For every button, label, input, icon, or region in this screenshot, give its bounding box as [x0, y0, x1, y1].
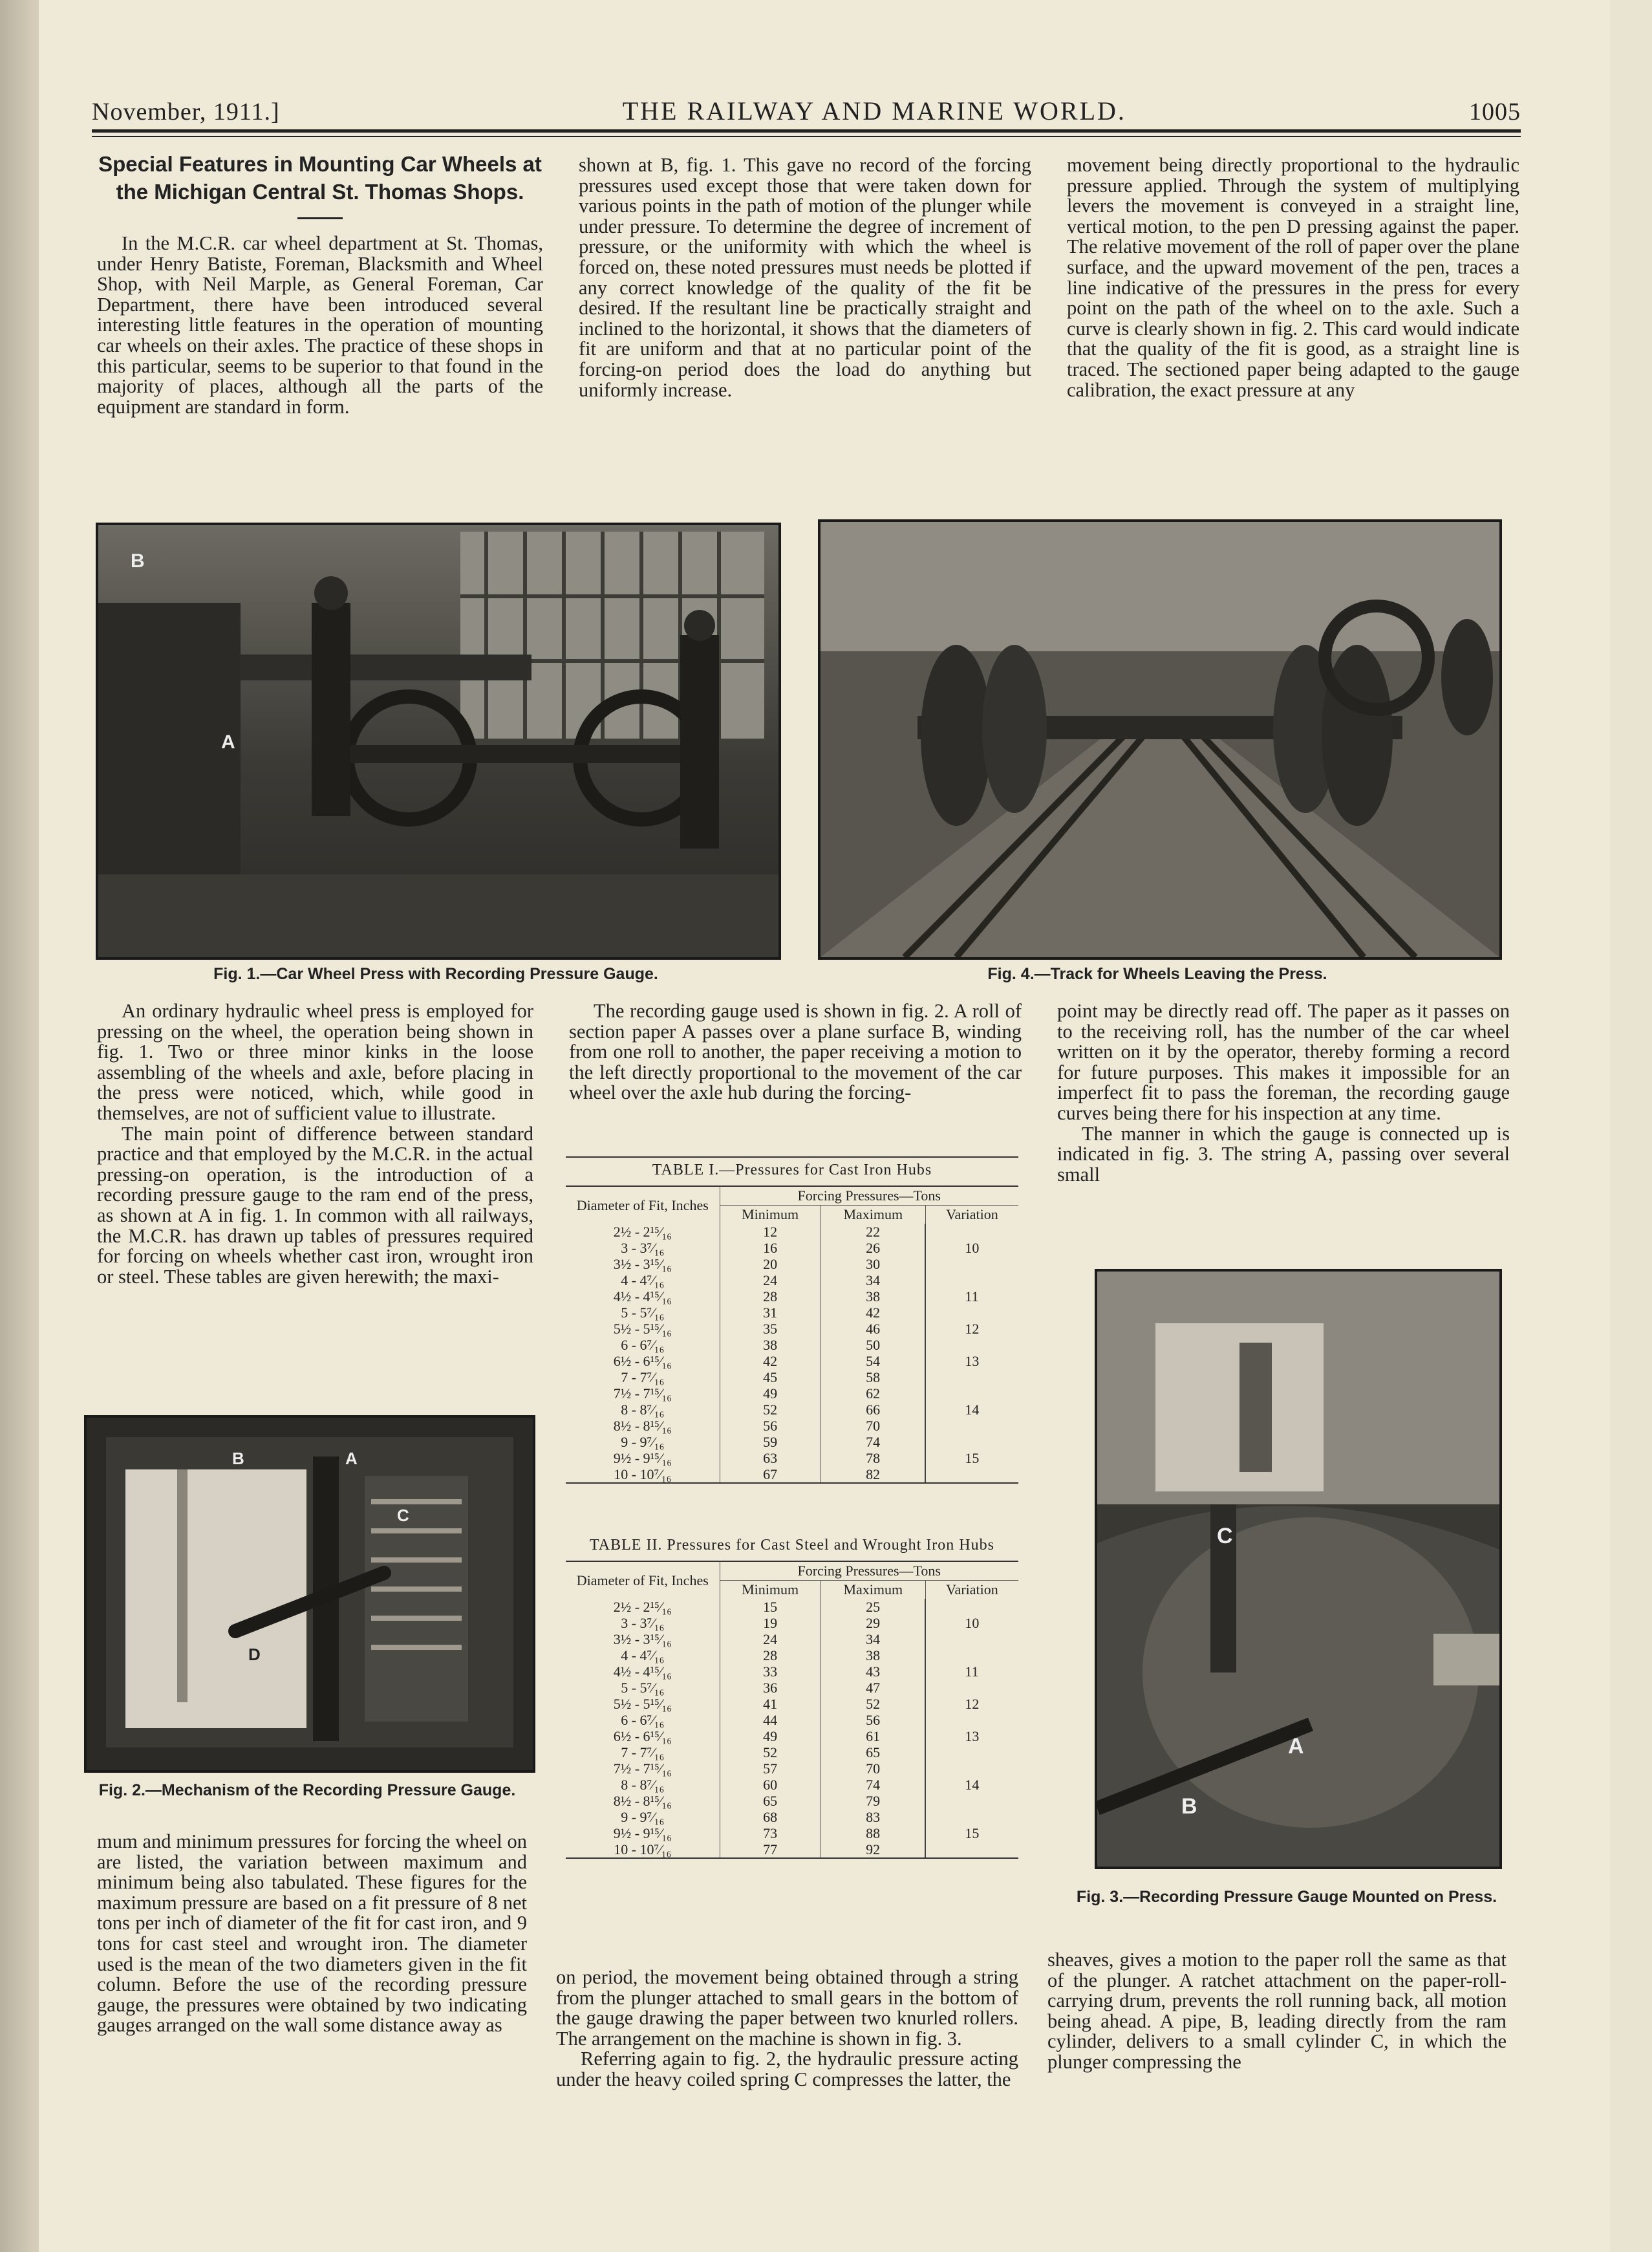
cell-minimum: 35: [720, 1321, 821, 1337]
cell-minimum: 42: [720, 1353, 821, 1369]
table-row: [566, 1744, 1018, 1760]
cell-diameter: 8½ - 8¹⁵⁄₁₆: [566, 1418, 720, 1434]
journal-title: THE RAILWAY AND MARINE WORLD.: [622, 96, 1126, 125]
cell-diameter: 3 - 3⁷⁄₁₆: [566, 1240, 720, 1256]
cell-diameter: 7 - 7⁷⁄₁₆: [566, 1369, 720, 1385]
table-row: [566, 1288, 1018, 1305]
cell-diameter: 5½ - 5¹⁵⁄₁₆: [566, 1321, 720, 1337]
fig1-label-a: A: [221, 731, 235, 753]
table-row: [566, 1369, 1018, 1385]
table-row: [566, 1272, 1018, 1288]
paragraph: An ordinary hydraulic wheel press is employed for pressing on the wheel, the operation being shown in fig. 1. Two or three minor kinks in the loose assembling of the wheels and axle, before placing in the press were noticed, which, while good in themselves, are not of sufficient value to illustrate.: [97, 1000, 533, 1124]
cell-maximum: 38: [866, 1288, 881, 1305]
cell-variation: 10: [925, 1615, 1018, 1631]
paragraph: The main point of difference between standard practice and that employed by the M.C.R. in the actual pressing-on operation, is the introduction of a recording pressure gauge to the ram end of the press, as shown at A in fig. 1. In common with all railways, the M.C.R. has drawn up tables of pressures required for forcing on wheels whether cast iron, wrought iron or steel. These tables are given herewith; the maxi-: [97, 1122, 533, 1288]
cell-maximum: 38: [866, 1647, 881, 1663]
paragraph: on period, the movement being obtained through a string from the plunger attached to small gears in the bottom of the gauge drawing the paper between two knurled rollers. The arrangement on the machine is shown in fig. 3.: [556, 1966, 1018, 2050]
cell-variation: [925, 1418, 1018, 1434]
table-row: [566, 1240, 1018, 1256]
headline-rule: [297, 217, 343, 219]
cell-diameter: 5 - 5⁷⁄₁₆: [566, 1680, 720, 1696]
paragraph: The recording gauge used is shown in fig. 2. A roll of section paper A passes over a plane surface B, winding from one roll to another, the paper receiving a motion to the left directly proportional to the movement of the car wheel over the axle hub during the forcing-: [569, 1000, 1022, 1104]
cell-diameter: 3½ - 3¹⁵⁄₁₆: [566, 1631, 720, 1647]
cell-variation: [925, 1305, 1018, 1321]
cell-minimum: 12: [720, 1224, 821, 1240]
cell-variation: 12: [925, 1696, 1018, 1712]
cell-minimum: 31: [720, 1305, 821, 1321]
column-2-top: [579, 155, 1031, 400]
cell-maximum: 61: [866, 1728, 881, 1744]
table-row: [566, 1224, 1018, 1240]
cell-variation: [925, 1744, 1018, 1760]
table-row: [566, 1466, 1018, 1482]
cell-minimum: 38: [720, 1337, 821, 1353]
cell-diameter: 4 - 4⁷⁄₁₆: [566, 1272, 720, 1288]
fig2-label-d: D: [248, 1645, 261, 1664]
table-row: [566, 1615, 1018, 1631]
header-rule: [92, 129, 1521, 133]
cell-diameter: 5 - 5⁷⁄₁₆: [566, 1305, 720, 1321]
cell-maximum: 66: [866, 1402, 881, 1418]
table-row: [566, 1777, 1018, 1793]
paragraph: sheaves, gives a motion to the paper roll the same as that of the plunger. A ratchet attachment on the paper-roll-carrying drum, prevents the roll running back, all motion being ahead. A pipe, B, leading directly from the ram cylinder, delivers to a small cylinder C, in which the plunger compressing the: [1047, 1949, 1507, 2073]
col-header-diameter: Diameter of Fit, Inches: [566, 1187, 720, 1224]
cell-diameter: 9 - 9⁷⁄₁₆: [566, 1434, 720, 1450]
cell-maximum: 74: [866, 1777, 881, 1793]
fig2-photo: [84, 1415, 535, 1773]
col-header-forcing: Forcing Pressures—Tons: [797, 1187, 941, 1204]
col-header-variation: Variation: [925, 1581, 1018, 1599]
cell-variation: [925, 1680, 1018, 1696]
header-rule-thin: [92, 136, 1521, 137]
cell-maximum: 34: [866, 1272, 881, 1288]
table-row: [566, 1321, 1018, 1337]
fig2-label-b: B: [232, 1449, 244, 1468]
column-1-middle: [97, 1001, 533, 1287]
cell-minimum: 60: [720, 1777, 821, 1793]
table-row: [566, 1402, 1018, 1418]
cell-maximum: 62: [866, 1385, 881, 1402]
cell-diameter: 7 - 7⁷⁄₁₆: [566, 1744, 720, 1760]
cell-diameter: 9½ - 9¹⁵⁄₁₆: [566, 1450, 720, 1466]
cell-maximum: 29: [866, 1615, 881, 1631]
cell-maximum: 52: [866, 1696, 881, 1712]
cell-minimum: 49: [720, 1728, 821, 1744]
cell-variation: 11: [925, 1288, 1018, 1305]
cell-minimum: 52: [720, 1744, 821, 1760]
cell-maximum: 25: [866, 1599, 881, 1615]
table-row: [566, 1256, 1018, 1272]
cell-maximum: 65: [866, 1744, 881, 1760]
fig3-label-c: C: [1217, 1524, 1233, 1548]
col-header-max: Maximum: [821, 1206, 925, 1224]
cell-diameter: 2½ - 2¹⁵⁄₁₆: [566, 1224, 720, 1240]
cell-variation: [925, 1272, 1018, 1288]
issue-date: November, 1911.]: [92, 98, 280, 125]
fig2-label-c: C: [397, 1506, 409, 1525]
paragraph: movement being directly proportional to the hydraulic pressure applied. Through the system of multiplying levers the movement is conveyed in a straight line, vertical motion, to the pen D pressing against the paper. The relative movement of the roll of paper over the plane surface, and the upward movement of the pen, traces a line indicative of the pressures in the press for every point on the path of the wheel on to the axle. Such a curve is clearly shown in fig. 2. This card would indicate that the quality of the fit is good, as a straight line is traced. The sectioned paper being adapted to the gauge calibration, the exact pressure at any: [1067, 154, 1519, 401]
cell-minimum: 16: [720, 1240, 821, 1256]
fig4-photo: [818, 519, 1502, 960]
cell-maximum: 22: [866, 1224, 881, 1240]
cell-variation: [925, 1256, 1018, 1272]
table-1: [566, 1156, 1018, 1484]
col-header-variation: Variation: [925, 1206, 1018, 1224]
cell-minimum: 20: [720, 1256, 821, 1272]
cell-minimum: 59: [720, 1434, 821, 1450]
col-header-max: Maximum: [821, 1581, 925, 1599]
cell-variation: [925, 1809, 1018, 1825]
table-1-grid: [566, 1187, 1018, 1482]
table-row: [566, 1841, 1018, 1857]
cell-diameter: 8½ - 8¹⁵⁄₁₆: [566, 1793, 720, 1809]
cell-diameter: 4 - 4⁷⁄₁₆: [566, 1647, 720, 1663]
cell-maximum: 46: [866, 1321, 881, 1337]
table-row: [566, 1385, 1018, 1402]
cell-variation: 13: [925, 1728, 1018, 1744]
cell-maximum: 54: [866, 1353, 881, 1369]
fig3-photo: [1095, 1269, 1502, 1869]
cell-minimum: 28: [720, 1288, 821, 1305]
table-row: [566, 1825, 1018, 1841]
fig1-caption: Fig. 1.—Car Wheel Press with Recording Pressure Gauge.: [213, 965, 658, 983]
cell-variation: 12: [925, 1321, 1018, 1337]
cell-maximum: 56: [866, 1712, 881, 1728]
cell-diameter: 6½ - 6¹⁵⁄₁₆: [566, 1728, 720, 1744]
cell-minimum: 56: [720, 1418, 821, 1434]
cell-minimum: 28: [720, 1647, 821, 1663]
cell-variation: [925, 1385, 1018, 1402]
fig1-label-b: B: [131, 550, 145, 572]
gauge-mechanism-image: [87, 1418, 533, 1770]
cell-variation: [925, 1337, 1018, 1353]
car-wheel-press-image: [98, 525, 778, 957]
column-3-bottom: [1047, 1950, 1507, 2073]
column-2-bottom: [556, 1967, 1018, 2090]
fig2-caption: Fig. 2.—Mechanism of the Recording Pressure Gauge.: [98, 1781, 516, 1799]
cell-diameter: 6½ - 6¹⁵⁄₁₆: [566, 1353, 720, 1369]
binding-gutter: [0, 0, 39, 2252]
cell-diameter: 4½ - 4¹⁵⁄₁₆: [566, 1288, 720, 1305]
paragraph: shown at B, fig. 1. This gave no record of the forcing pressures used except those that were taken down for various points in the path of motion of the plunger while under pressure. To determine the degree of increment of pressure, or the uniformity with which the wheel is forced on, these noted pressures must needs be plotted if any correct knowledge of the quality of the fit be desired. If the resultant line be practically straight and inclined to the horizontal, it shows that the diameters of fit are uniform and that at no particular point of the forcing-on period does the load do anything but uniformly increase.: [579, 154, 1031, 401]
cell-variation: [925, 1712, 1018, 1728]
cell-maximum: 42: [866, 1305, 881, 1321]
cell-diameter: 7½ - 7¹⁵⁄₁₆: [566, 1385, 720, 1402]
table-row: [566, 1337, 1018, 1353]
fig3-caption: Fig. 3.—Recording Pressure Gauge Mounted on Press.: [1076, 1888, 1497, 1906]
cell-variation: [925, 1647, 1018, 1663]
cell-diameter: 10 - 10⁷⁄₁₆: [566, 1466, 720, 1482]
fig3-label-a: A: [1288, 1734, 1304, 1759]
cell-variation: [925, 1369, 1018, 1385]
cell-maximum: 83: [866, 1809, 881, 1825]
cell-minimum: 73: [720, 1825, 821, 1841]
col-header-diameter: Diameter of Fit, Inches: [566, 1562, 720, 1599]
table-2: [566, 1533, 1018, 1859]
cell-diameter: 8 - 8⁷⁄₁₆: [566, 1777, 720, 1793]
column-3-middle: [1057, 1001, 1510, 1185]
cell-minimum: 44: [720, 1712, 821, 1728]
cell-variation: 14: [925, 1402, 1018, 1418]
cell-minimum: 24: [720, 1272, 821, 1288]
paragraph: The manner in which the gauge is connected up is indicated in fig. 3. The string A, passing over several small: [1057, 1122, 1510, 1186]
table-2-title: TABLE II. Pressures for Cast Steel and Wrought Iron Hubs: [590, 1537, 994, 1554]
cell-diameter: 3½ - 3¹⁵⁄₁₆: [566, 1256, 720, 1272]
col-header-forcing: Forcing Pressures—Tons: [797, 1563, 941, 1579]
cell-variation: 15: [925, 1825, 1018, 1841]
cell-diameter: 4½ - 4¹⁵⁄₁₆: [566, 1663, 720, 1680]
cell-variation: [925, 1760, 1018, 1777]
table-row: [566, 1760, 1018, 1777]
cell-minimum: 67: [720, 1466, 821, 1482]
table-row: [566, 1599, 1018, 1615]
table-row: [566, 1434, 1018, 1450]
table-row: [566, 1305, 1018, 1321]
cell-maximum: 34: [866, 1631, 881, 1647]
paragraph: Referring again to fig. 2, the hydraulic pressure acting under the heavy coiled spring C compresses the latter, the: [556, 2048, 1018, 2090]
cell-minimum: 36: [720, 1680, 821, 1696]
cell-variation: [925, 1466, 1018, 1482]
cell-variation: [925, 1224, 1018, 1240]
cell-diameter: 9 - 9⁷⁄₁₆: [566, 1809, 720, 1825]
page-number: 1005: [1468, 98, 1521, 125]
cell-minimum: 65: [720, 1793, 821, 1809]
cell-minimum: 45: [720, 1369, 821, 1385]
fig3-label-b: B: [1181, 1794, 1197, 1819]
cell-diameter: 5½ - 5¹⁵⁄₁₆: [566, 1696, 720, 1712]
cell-variation: 15: [925, 1450, 1018, 1466]
table-row: [566, 1712, 1018, 1728]
cell-maximum: 50: [866, 1337, 881, 1353]
fig2-label-a: A: [345, 1449, 358, 1468]
col-header-min: Minimum: [720, 1581, 821, 1599]
table-row: [566, 1728, 1018, 1744]
cell-variation: 14: [925, 1777, 1018, 1793]
cell-minimum: 41: [720, 1696, 821, 1712]
cell-diameter: 2½ - 2¹⁵⁄₁₆: [566, 1599, 720, 1615]
cell-diameter: 3 - 3⁷⁄₁₆: [566, 1615, 720, 1631]
article-headline: Special Features in Mounting Car Wheels at the Michigan Central St. Thomas Shops.: [98, 152, 542, 204]
cell-diameter: 9½ - 9¹⁵⁄₁₆: [566, 1825, 720, 1841]
cell-variation: 10: [925, 1240, 1018, 1256]
cell-minimum: 15: [720, 1599, 821, 1615]
cell-minimum: 33: [720, 1663, 821, 1680]
cell-maximum: 92: [866, 1841, 881, 1857]
cell-maximum: 78: [866, 1450, 881, 1466]
cell-minimum: 19: [720, 1615, 821, 1631]
paragraph: In the M.C.R. car wheel department at St. Thomas, under Henry Batiste, Foreman, Blacksmith and Wheel Shop, with Neil Marple, as General Foreman, Car Department, there have been introduced several interesting little features in the operation of mounting car wheels on their axles. The practice of these shops in this particular, seems to be superior to that found in the majority of places, although all the parts of the equipment are standard in form.: [97, 232, 543, 418]
cell-minimum: 49: [720, 1385, 821, 1402]
table-row: [566, 1647, 1018, 1663]
cell-minimum: 24: [720, 1631, 821, 1647]
table-row: [566, 1680, 1018, 1696]
table-row: [566, 1663, 1018, 1680]
cell-variation: [925, 1631, 1018, 1647]
cell-maximum: 82: [866, 1466, 881, 1482]
cell-variation: [925, 1841, 1018, 1857]
paragraph: mum and minimum pressures for forcing the wheel on are listed, the variation between maximum and minimum being also tabulated. These figures for the maximum pressure are based on a fit pressure of 8 net tons per inch of diameter of the fit for cast iron, and 9 tons for cast steel and wrought iron. The diameter used is the mean of the two diameters given in the fit column. Before the use of the recording pressure gauge, the pressures were obtained by two indicating gauges arranged on the wall some distance away as: [97, 1830, 527, 2037]
table-row: [566, 1696, 1018, 1712]
table-row: [566, 1809, 1018, 1825]
column-3-top: [1067, 155, 1519, 400]
table-1-title: TABLE I.—Pressures for Cast Iron Hubs: [652, 1162, 932, 1178]
cell-maximum: 70: [866, 1418, 881, 1434]
cell-maximum: 79: [866, 1793, 881, 1809]
table-row: [566, 1450, 1018, 1466]
cell-maximum: 26: [866, 1240, 881, 1256]
cell-diameter: 10 - 10⁷⁄₁₆: [566, 1841, 720, 1857]
cell-variation: [925, 1434, 1018, 1450]
track-image: [821, 522, 1499, 957]
cell-diameter: 7½ - 7¹⁵⁄₁₆: [566, 1760, 720, 1777]
table-row: [566, 1793, 1018, 1809]
cell-minimum: 57: [720, 1760, 821, 1777]
table-row: [566, 1631, 1018, 1647]
cell-diameter: 8 - 8⁷⁄₁₆: [566, 1402, 720, 1418]
gauge-mounted-image: [1097, 1272, 1499, 1867]
cell-diameter: 6 - 6⁷⁄₁₆: [566, 1712, 720, 1728]
cell-maximum: 58: [866, 1369, 881, 1385]
cell-maximum: 70: [866, 1760, 881, 1777]
col-header-min: Minimum: [720, 1206, 821, 1224]
cell-variation: 13: [925, 1353, 1018, 1369]
cell-maximum: 88: [866, 1825, 881, 1841]
column-2-middle: [569, 1001, 1022, 1103]
cell-maximum: 47: [866, 1680, 881, 1696]
cell-maximum: 74: [866, 1434, 881, 1450]
column-1-top: [97, 150, 543, 417]
cell-diameter: 6 - 6⁷⁄₁₆: [566, 1337, 720, 1353]
paragraph: point may be directly read off. The paper as it passes on to the receiving roll, has the number of the car wheel written on it by the operator, thereby forming a record for future purposes. This makes it impossible for an imperfect fit to pass the foreman, the recording gauge curves being there for his inspection at any time.: [1057, 1000, 1510, 1124]
cell-variation: 11: [925, 1663, 1018, 1680]
cell-maximum: 30: [866, 1256, 881, 1272]
table-row: [566, 1353, 1018, 1369]
cell-minimum: 68: [720, 1809, 821, 1825]
cell-minimum: 63: [720, 1450, 821, 1466]
cell-variation: [925, 1599, 1018, 1615]
cell-minimum: 77: [720, 1841, 821, 1857]
running-header: [92, 87, 1521, 126]
column-1-bottom: [97, 1832, 527, 2036]
table-2-grid: [566, 1562, 1018, 1857]
fig1-photo: [96, 523, 781, 960]
fig4-caption: Fig. 4.—Track for Wheels Leaving the Press.: [987, 965, 1327, 983]
cell-maximum: 43: [866, 1663, 881, 1680]
table-row: [566, 1418, 1018, 1434]
cell-variation: [925, 1793, 1018, 1809]
cell-minimum: 52: [720, 1402, 821, 1418]
